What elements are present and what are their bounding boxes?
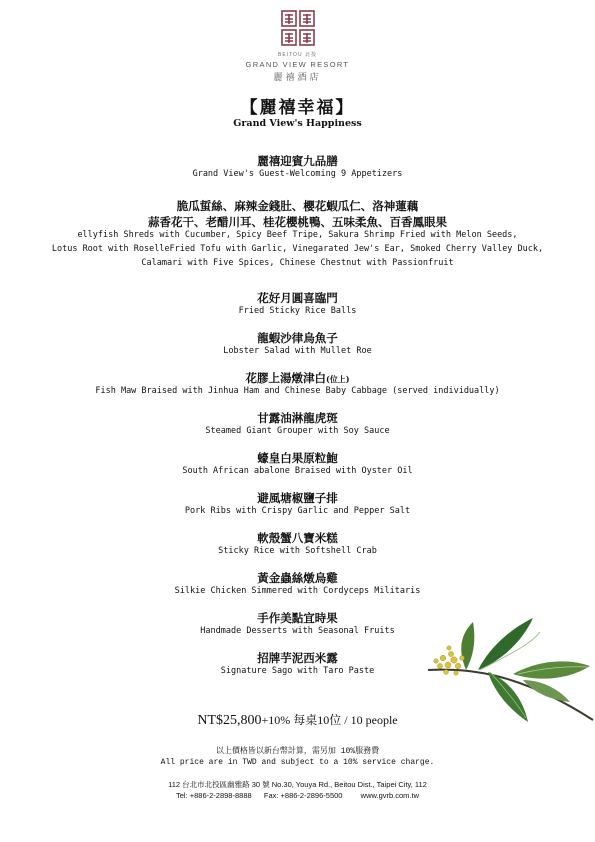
dish-4-cn: 花膠上湯燉津白 bbox=[245, 371, 326, 385]
dish-1-en: Grand View's Guest-Welcoming 9 Appetizers bbox=[192, 169, 403, 179]
dish-7-cn: 避風塘椒鹽子排 bbox=[257, 491, 338, 505]
dish-5-cn: 甘露油淋龍虎斑 bbox=[257, 411, 338, 425]
dish-4-cn-suffix: (位上) bbox=[325, 374, 350, 384]
price-extra: +10% 每桌10位 / 10 people bbox=[261, 713, 398, 727]
dish-3-en: Lobster Salad with Mullet Roe bbox=[223, 346, 372, 356]
dish-10-cn: 手作美點宜時果 bbox=[257, 611, 338, 625]
dish-5-en: Steamed Giant Grouper with Soy Sauce bbox=[205, 426, 390, 436]
footer-contacts bbox=[0, 791, 595, 800]
dish-2-en: Fried Sticky Rice Balls bbox=[238, 306, 357, 316]
dish-10-en: Handmade Desserts with Seasonal Fruits bbox=[200, 626, 395, 636]
dish-6-en: South African abalone Braised with Oyster Oil bbox=[182, 466, 413, 476]
footer-website-link[interactable]: www.gvrb.com.tw bbox=[360, 791, 420, 800]
appetizers-cn-line-1: 脆瓜蜇絲、麻辣金錢肚、櫻花蝦瓜仁、洛神蓮藕 bbox=[176, 199, 419, 213]
appetizers-en-line-2: Lotus Root with RoselleFried Tofu with Garlic, Vinegarated Jew's Ear, Smoked Cherry Valley Duck, bbox=[51, 244, 544, 254]
footer-address: 112 台北市北投區幽雅路 30 號 No.30, Youya Rd., Beitou Dist., Taipei City, 112 bbox=[168, 780, 427, 789]
dish-4-cn-line bbox=[0, 370, 595, 386]
dish-11-cn: 招牌芋泥西米露 bbox=[257, 651, 338, 665]
dish-11-en: Signature Sago with Taro Paste bbox=[220, 666, 375, 676]
dish-1-cn: 麗禧迎賓九品膳 bbox=[257, 154, 338, 168]
dish-9-cn: 黃金蟲絲燉烏雞 bbox=[257, 571, 338, 585]
footer-tel: Tel: +886-2-2898-8888 bbox=[175, 791, 252, 800]
menu-subtitle: Grand View's Happiness bbox=[233, 118, 362, 129]
footer-fax: Fax: +886-2-2896-5500 bbox=[263, 791, 343, 800]
dish-6-cn: 蠔皇白果原粒鮑 bbox=[257, 451, 338, 465]
dish-4-en: Fish Maw Braised with Jinhua Ham and Chinese Baby Cabbage (served individually) bbox=[95, 386, 500, 396]
price-line bbox=[0, 711, 595, 729]
price-amount: NT$25,800 bbox=[197, 713, 262, 728]
dish-7-en: Pork Ribs with Crispy Garlic and Pepper Salt bbox=[184, 506, 411, 516]
price-note-cn: 以上價格皆以新台幣計算，需另加 10%服務費 bbox=[215, 747, 380, 756]
brand-chinese-name: 麗禧酒店 bbox=[273, 73, 322, 83]
brand-name: GRAND VIEW RESORT bbox=[245, 60, 350, 69]
dish-2-cn: 花好月圓喜臨門 bbox=[257, 291, 338, 305]
brand-location: BEITOU 北投 bbox=[278, 52, 317, 58]
dish-8-cn: 軟殼蟹八寶米糕 bbox=[257, 531, 338, 545]
resort-logo-icon bbox=[279, 9, 317, 47]
appetizers-en-line-1: ellyfish Shreds with Cucumber, Spicy Beef Tripe, Sakura Shrimp Fried with Melon Seeds, bbox=[77, 230, 518, 240]
dish-8-en: Sticky Rice with Softshell Crab bbox=[218, 546, 377, 556]
dish-3-cn: 龍蝦沙律烏魚子 bbox=[257, 331, 338, 345]
dish-9-en: Silkie Chicken Simmered with Cordyceps Militaris bbox=[174, 586, 421, 596]
appetizers-cn-line-2: 蒜香花干、老醋川耳、桂花櫻桃鴨、五味柔魚、百香鳳眼果 bbox=[148, 215, 447, 229]
price-note-en: All price are in TWD and subject to a 10% service charge. bbox=[160, 758, 435, 767]
appetizers-en-line-3: Calamari with Five Spices, Chinese Chestnut with Passionfruit bbox=[141, 258, 454, 268]
menu-title: 【麗禧幸福】 bbox=[240, 98, 355, 118]
